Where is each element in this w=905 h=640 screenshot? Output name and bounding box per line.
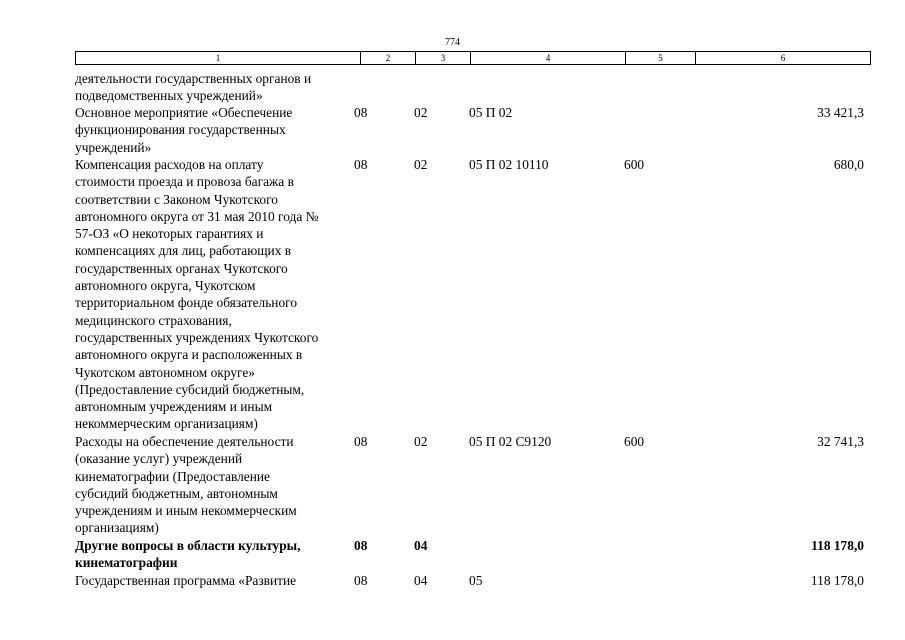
row-sum: 118 178,0 bbox=[811, 538, 864, 553]
row-name: Компенсация расходов на оплату стоимости проезда и провоза багажа в соответствии с Законом Чукотского автономного округа от 31 мая 2010 года № 57-ОЗ «О некоторых гарантиях и компенсациях для лиц, работающих в государственных органах Чукотского автономного округа, Чукотском территориальном фонде обязательного медицинского страхования, государственных учреждениях Чукотского автономного округа и расположенных в Чукотском автономном округе» (Предоставление субсидий бюджетным, автономным учреждениям и иным некоммерческим организациям) bbox=[75, 157, 319, 432]
row-sum: 33 421,3 bbox=[817, 105, 864, 120]
header-cell-2: 2 bbox=[360, 52, 415, 64]
row-sum: 32 741,3 bbox=[817, 434, 864, 449]
row-subsection: 04 bbox=[414, 538, 428, 553]
row-section: 08 bbox=[354, 157, 368, 172]
row-name: Основное мероприятие «Обеспечение функционирования государственных учреждений» bbox=[75, 105, 293, 155]
row-section: 08 bbox=[354, 573, 368, 588]
row-sum: 118 178,0 bbox=[810, 573, 864, 588]
row-section: 08 bbox=[354, 105, 368, 120]
row-expense-type: 600 bbox=[624, 434, 645, 449]
row-subsection: 02 bbox=[414, 434, 428, 449]
row-name: Государственная программа «Развитие bbox=[75, 573, 297, 588]
row-expense-type: 600 bbox=[624, 157, 645, 172]
row-section: 08 bbox=[354, 434, 368, 449]
table-header bbox=[75, 51, 871, 65]
row-name: деятельности государственных органов и подведомственных учреждений» bbox=[75, 71, 312, 104]
page-number: 774 bbox=[445, 37, 460, 48]
row-target-code: 05 П 02 10110 bbox=[469, 157, 549, 172]
header-cell-1: 1 bbox=[215, 53, 221, 63]
row-subsection: 04 bbox=[414, 573, 428, 588]
row-target-code: 05 П 02 bbox=[469, 105, 513, 120]
row-target-code: 05 bbox=[469, 573, 483, 588]
row-target-code: 05 П 02 С9120 bbox=[469, 434, 552, 449]
header-cell-5: 5 bbox=[625, 52, 695, 64]
row-sum: 680,0 bbox=[833, 157, 864, 172]
header-cell-6: 6 bbox=[695, 52, 870, 64]
row-name: Расходы на обеспечение деятельности (оказание услуг) учреждений кинематографии (Предоставление субсидий бюджетным, автономным учреждениям и иным некоммерческим организациям) bbox=[75, 434, 297, 536]
row-subsection: 02 bbox=[414, 157, 428, 172]
row-section: 08 bbox=[354, 538, 368, 553]
row-name: Другие вопросы в области культуры, кинематографии bbox=[75, 538, 301, 571]
header-cell-4: 4 bbox=[470, 52, 625, 64]
header-cell-3: 3 bbox=[415, 52, 470, 64]
row-subsection: 02 bbox=[414, 105, 428, 120]
